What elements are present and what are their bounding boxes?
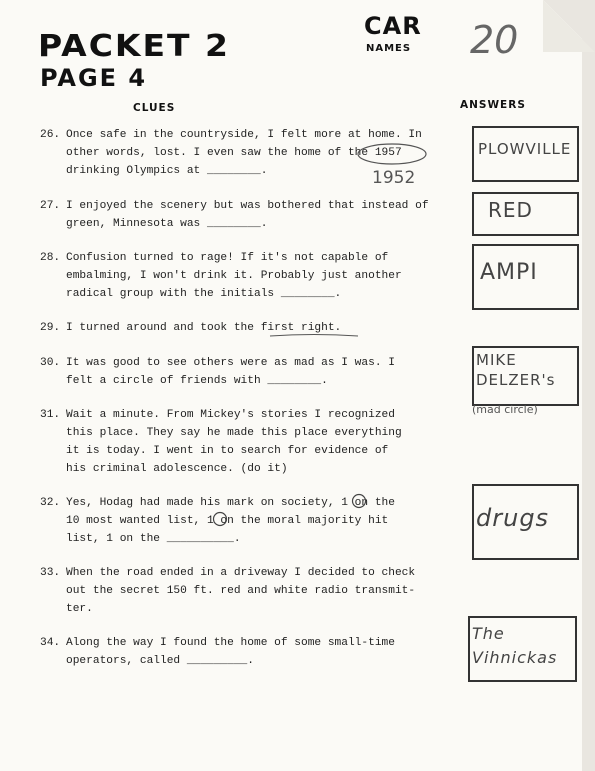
clue-line: embalming, I won't drink it. Probably just another [66,270,402,282]
clue-number: 33. [40,567,61,579]
clue-line: It was good to see others were as mad as I was. I [66,357,395,369]
clue-line: drinking Olympics at ________. [66,165,268,177]
clue-line: it is today. I went in to search for evidence of [66,445,389,457]
clue-line: his criminal adolescence. (do it) [66,463,288,475]
clue-number: 31. [40,409,61,421]
clue-line: list, 1 on the __________. [66,533,241,545]
clue-line: 10 most wanted list, 1 on the moral majority hit [66,515,389,527]
answer-30-note: (mad circle) [472,403,538,416]
handwritten-1952: 1952 [372,168,416,188]
clue-27 [40,197,460,233]
clue-29 [40,319,460,337]
handwritten-score: 20 [470,18,519,62]
clue-line: When the road ended in a driveway I decided to check [66,567,416,579]
clue-28 [40,249,460,303]
car-label: CAR [364,12,422,40]
clue-31 [40,406,460,478]
clue-line: Yes, Hodag had made his mark on society, 1 on the [66,497,395,509]
answer-27: RED [488,198,533,222]
clue-33 [40,564,460,618]
clue-line: this place. They say he made this place everything [66,427,402,439]
clue-number: 34. [40,637,61,649]
clue-number: 26. [40,129,61,141]
circle-marks-32 [150,492,390,552]
clue-number: 28. [40,252,61,264]
clue-number: 32. [40,497,61,509]
clue-number: 30. [40,357,61,369]
clue-line: Along the way I found the home of some small-time [66,637,395,649]
clue-30 [40,354,460,390]
answer-34: The Vihnickas [472,624,558,667]
clue-line: other words, lost. I even saw the home of the 1957 [66,147,402,159]
packet-title: PACKET 2 [38,27,230,64]
clue-line: I turned around and took the first right. [66,322,342,334]
clue-line: Confusion turned to rage! If it's not capable of [66,252,389,264]
clue-line: Once safe in the countryside, I felt more at home. In [66,129,422,141]
clue-line: I enjoyed the scenery but was bothered that instead of [66,200,429,212]
clue-line: ter. [66,603,93,615]
clue-line: out the secret 150 ft. red and white radio transmit- [66,585,416,597]
answer-28: AMPI [480,260,538,285]
circle-mark-1957 [356,142,432,168]
underline-first-right [268,333,360,339]
clue-line: radical group with the initials ________. [66,288,342,300]
clues-header: CLUES [133,102,176,114]
clue-number: 27. [40,200,61,212]
answer-32: drugs [476,504,550,532]
names-label: NAMES [366,43,412,54]
answer-30: MIKE DELZER's [476,351,556,389]
clue-number: 29. [40,322,61,334]
clue-34 [40,634,460,670]
answer-26: PLOWVILLE [478,140,572,158]
clue-line: Wait a minute. From Mickey's stories I recognized [66,409,395,421]
answers-header: ANSWERS [460,99,526,111]
dog-eared-fold [543,0,595,52]
clue-line: felt a circle of friends with ________. [66,375,328,387]
page-title: PAGE 4 [40,64,148,92]
clue-line: operators, called _________. [66,655,254,667]
clue-line: green, Minnesota was ________. [66,218,268,230]
